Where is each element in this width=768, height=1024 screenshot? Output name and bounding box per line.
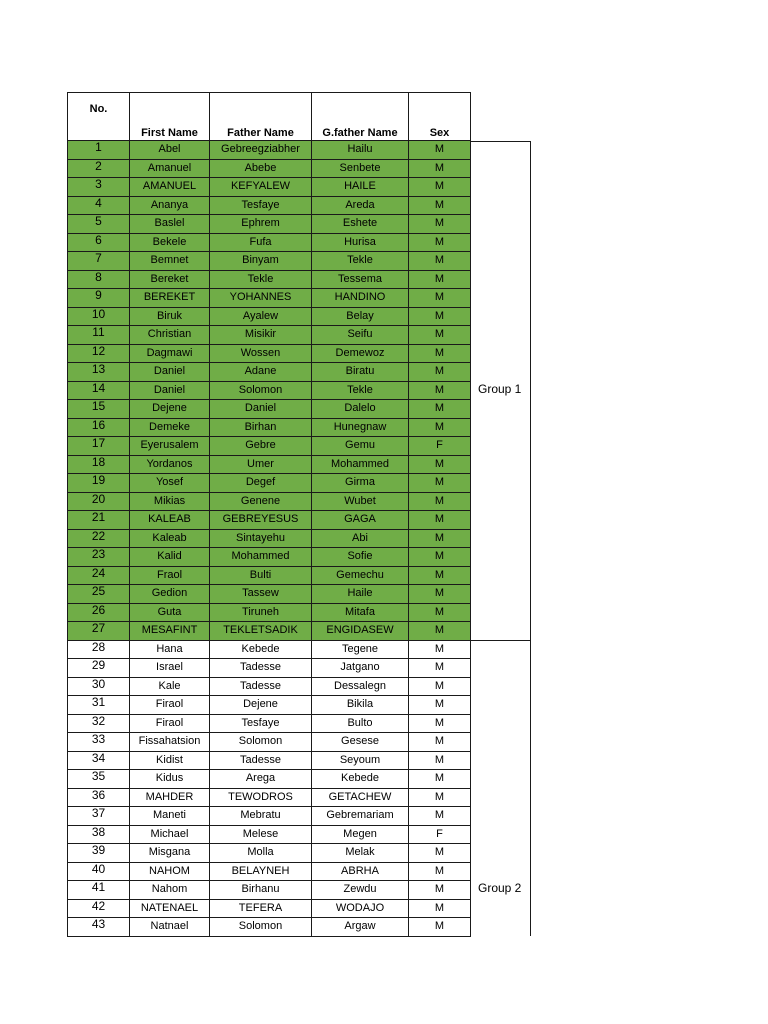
first-name-cell: Kidist [130,751,210,770]
first-name-cell: NAHOM [130,862,210,881]
row-number: 25 [68,585,130,604]
sex-cell: M [409,714,471,733]
table-row [68,492,471,511]
sex-cell: M [409,733,471,752]
father-name-cell: Gebreegziabher [210,141,312,160]
table-row [68,363,471,382]
father-name-cell: Umer [210,455,312,474]
row-number: 33 [68,733,130,752]
gfather-name-cell: Demewoz [312,344,409,363]
row-number: 11 [68,326,130,345]
father-name-cell: Ayalew [210,307,312,326]
student-roster-table [67,92,471,937]
table-row [68,529,471,548]
sex-cell: M [409,215,471,234]
gfather-name-cell: HANDINO [312,289,409,308]
sex-cell: M [409,270,471,289]
gfather-name-cell: Melak [312,844,409,863]
first-name-cell: Daniel [130,381,210,400]
row-number: 10 [68,307,130,326]
father-name-cell: Tiruneh [210,603,312,622]
table-row [68,640,471,659]
gfather-name-cell: Senbete [312,159,409,178]
table-row [68,289,471,308]
first-name-cell: Baslel [130,215,210,234]
sex-cell: M [409,677,471,696]
gfather-name-cell: Hailu [312,141,409,160]
table-row [68,918,471,937]
table-row [68,788,471,807]
sex-cell: M [409,770,471,789]
table-row [68,141,471,160]
father-name-cell: Genene [210,492,312,511]
gfather-name-cell: ENGIDASEW [312,622,409,641]
first-name-cell: Bereket [130,270,210,289]
sex-cell: M [409,585,471,604]
first-name-cell: Kaleab [130,529,210,548]
father-name-cell: Arega [210,770,312,789]
row-number: 24 [68,566,130,585]
sex-cell: M [409,400,471,419]
father-name-cell: Misikir [210,326,312,345]
first-name-cell: Misgana [130,844,210,863]
father-name-cell: BELAYNEH [210,862,312,881]
table-row [68,881,471,900]
row-number: 13 [68,363,130,382]
sex-cell: M [409,141,471,160]
first-name-cell: Fissahatsion [130,733,210,752]
first-name-cell: KALEAB [130,511,210,530]
gfather-name-cell: Seyoum [312,751,409,770]
father-name-cell: Bulti [210,566,312,585]
table-row [68,696,471,715]
gfather-name-cell: Girma [312,474,409,493]
row-number: 34 [68,751,130,770]
first-name-cell: Firaol [130,714,210,733]
first-name-cell: Mikias [130,492,210,511]
first-name-cell: NATENAEL [130,899,210,918]
father-name-cell: TEFERA [210,899,312,918]
father-name-cell: Abebe [210,159,312,178]
table-row [68,603,471,622]
sex-cell: M [409,344,471,363]
sex-cell: M [409,751,471,770]
sex-cell: M [409,455,471,474]
table-row [68,714,471,733]
table-row [68,566,471,585]
sex-cell: M [409,307,471,326]
first-name-cell: Yosef [130,474,210,493]
table-row [68,844,471,863]
row-number: 6 [68,233,130,252]
table-row [68,437,471,456]
father-name-cell: Tadesse [210,677,312,696]
sex-cell: M [409,196,471,215]
header-row [68,93,471,141]
table-row [68,400,471,419]
table-row [68,733,471,752]
sex-cell: M [409,529,471,548]
table-row [68,196,471,215]
row-number: 31 [68,696,130,715]
father-name-cell: Solomon [210,918,312,937]
row-number: 41 [68,881,130,900]
first-name-cell: Nahom [130,881,210,900]
father-name-cell: Fufa [210,233,312,252]
father-name-cell: TEWODROS [210,788,312,807]
gfather-name-cell: Megen [312,825,409,844]
father-name-cell: Binyam [210,252,312,271]
father-name-cell: Dejene [210,696,312,715]
first-name-cell: Kalid [130,548,210,567]
father-name-cell: Solomon [210,733,312,752]
gfather-name-cell: Mitafa [312,603,409,622]
gfather-name-cell: Dessalegn [312,677,409,696]
group-label: Group 1 [478,382,522,397]
father-name-cell: Daniel [210,400,312,419]
row-number: 15 [68,400,130,419]
sex-cell: M [409,492,471,511]
father-name-cell: Sintayehu [210,529,312,548]
row-number: 43 [68,918,130,937]
father-name-cell: GEBREYESUS [210,511,312,530]
father-name-cell: Wossen [210,344,312,363]
gfather-name-cell: Tekle [312,381,409,400]
sex-cell: M [409,899,471,918]
row-number: 1 [68,141,130,160]
table-row [68,585,471,604]
row-number: 2 [68,159,130,178]
father-name-cell: Kebede [210,640,312,659]
first-name-cell: Yordanos [130,455,210,474]
sex-cell: M [409,622,471,641]
sex-cell: M [409,159,471,178]
father-name-cell: Tadesse [210,659,312,678]
table-row [68,159,471,178]
table-row [68,622,471,641]
table-row [68,381,471,400]
first-name-cell: MAHDER [130,788,210,807]
header-gfather-name: G.father Name [312,93,409,141]
table-row [68,770,471,789]
row-number: 42 [68,899,130,918]
gfather-name-cell: Abi [312,529,409,548]
row-number: 8 [68,270,130,289]
first-name-cell: Maneti [130,807,210,826]
table-row [68,659,471,678]
first-name-cell: Biruk [130,307,210,326]
table-row [68,751,471,770]
sex-cell: M [409,603,471,622]
sex-cell: M [409,511,471,530]
sex-cell: M [409,381,471,400]
gfather-name-cell: GETACHEW [312,788,409,807]
first-name-cell: AMANUEL [130,178,210,197]
row-number: 35 [68,770,130,789]
first-name-cell: Bemnet [130,252,210,271]
sex-cell: M [409,788,471,807]
row-number: 20 [68,492,130,511]
sex-cell: M [409,418,471,437]
row-number: 32 [68,714,130,733]
gfather-name-cell: Eshete [312,215,409,234]
gfather-name-cell: Areda [312,196,409,215]
father-name-cell: Birhan [210,418,312,437]
sex-cell: M [409,844,471,863]
row-number: 26 [68,603,130,622]
table-row [68,215,471,234]
table-row [68,326,471,345]
gfather-name-cell: Biratu [312,363,409,382]
father-name-cell: Solomon [210,381,312,400]
gfather-name-cell: Bikila [312,696,409,715]
first-name-cell: Guta [130,603,210,622]
father-name-cell: KEFYALEW [210,178,312,197]
gfather-name-cell: Hunegnaw [312,418,409,437]
row-number: 14 [68,381,130,400]
table-row [68,511,471,530]
gfather-name-cell: GAGA [312,511,409,530]
sex-cell: M [409,862,471,881]
row-number: 18 [68,455,130,474]
table-row [68,548,471,567]
first-name-cell: Bekele [130,233,210,252]
father-name-cell: Gebre [210,437,312,456]
first-name-cell: Michael [130,825,210,844]
row-number: 21 [68,511,130,530]
row-number: 37 [68,807,130,826]
sex-cell: M [409,659,471,678]
row-number: 29 [68,659,130,678]
table-row [68,455,471,474]
father-name-cell: Degef [210,474,312,493]
first-name-cell: Dagmawi [130,344,210,363]
sex-cell: M [409,640,471,659]
row-number: 7 [68,252,130,271]
father-name-cell: Tesfaye [210,714,312,733]
first-name-cell: Israel [130,659,210,678]
father-name-cell: Tassew [210,585,312,604]
father-name-cell: Melese [210,825,312,844]
row-number: 4 [68,196,130,215]
sex-cell: M [409,289,471,308]
first-name-cell: Natnael [130,918,210,937]
father-name-cell: Ephrem [210,215,312,234]
sex-cell: F [409,825,471,844]
roster-body [68,141,471,937]
row-number: 30 [68,677,130,696]
row-number: 12 [68,344,130,363]
sex-cell: M [409,252,471,271]
gfather-name-cell: Belay [312,307,409,326]
sex-cell: M [409,178,471,197]
gfather-name-cell: Dalelo [312,400,409,419]
sex-cell: M [409,918,471,937]
gfather-name-cell: Jatgano [312,659,409,678]
sex-cell: M [409,363,471,382]
first-name-cell: Daniel [130,363,210,382]
gfather-name-cell: Tessema [312,270,409,289]
first-name-cell: Firaol [130,696,210,715]
row-number: 23 [68,548,130,567]
row-number: 16 [68,418,130,437]
row-number: 19 [68,474,130,493]
first-name-cell: Amanuel [130,159,210,178]
sex-cell: M [409,474,471,493]
table-row [68,178,471,197]
header-first-name: First Name [130,93,210,141]
first-name-cell: Fraol [130,566,210,585]
sex-cell: F [409,437,471,456]
table-row [68,677,471,696]
table-row [68,474,471,493]
gfather-name-cell: Wubet [312,492,409,511]
gfather-name-cell: HAILE [312,178,409,197]
father-name-cell: Molla [210,844,312,863]
first-name-cell: Eyerusalem [130,437,210,456]
sex-cell: M [409,696,471,715]
gfather-name-cell: Mohammed [312,455,409,474]
table-row [68,270,471,289]
row-number: 39 [68,844,130,863]
gfather-name-cell: Argaw [312,918,409,937]
gfather-name-cell: Gemu [312,437,409,456]
row-number: 28 [68,640,130,659]
table-row [68,807,471,826]
first-name-cell: Ananya [130,196,210,215]
row-number: 9 [68,289,130,308]
row-number: 22 [68,529,130,548]
row-number: 17 [68,437,130,456]
gfather-name-cell: Zewdu [312,881,409,900]
gfather-name-cell: Kebede [312,770,409,789]
group-label: Group 2 [478,880,522,895]
header-sex: Sex [409,93,471,141]
sex-cell: M [409,326,471,345]
gfather-name-cell: Gebremariam [312,807,409,826]
gfather-name-cell: ABRHA [312,862,409,881]
first-name-cell: Kale [130,677,210,696]
first-name-cell: MESAFINT [130,622,210,641]
first-name-cell: Kidus [130,770,210,789]
sex-cell: M [409,233,471,252]
table-row [68,418,471,437]
first-name-cell: Gedion [130,585,210,604]
father-name-cell: Mebratu [210,807,312,826]
row-number: 38 [68,825,130,844]
gfather-name-cell: Tekle [312,252,409,271]
gfather-name-cell: Hurisa [312,233,409,252]
row-number: 5 [68,215,130,234]
gfather-name-cell: Bulto [312,714,409,733]
table-row [68,899,471,918]
row-number: 40 [68,862,130,881]
table-row [68,344,471,363]
table-row [68,307,471,326]
table-row [68,862,471,881]
header-no: No. [68,93,130,141]
first-name-cell: Demeke [130,418,210,437]
table-row [68,252,471,271]
spreadsheet [67,92,471,937]
first-name-cell: Abel [130,141,210,160]
row-number: 27 [68,622,130,641]
sex-cell: M [409,881,471,900]
first-name-cell: Hana [130,640,210,659]
table-row [68,233,471,252]
first-name-cell: Christian [130,326,210,345]
father-name-cell: Tesfaye [210,196,312,215]
father-name-cell: Mohammed [210,548,312,567]
gfather-name-cell: Seifu [312,326,409,345]
sex-cell: M [409,566,471,585]
row-number: 3 [68,178,130,197]
gfather-name-cell: WODAJO [312,899,409,918]
sex-cell: M [409,548,471,567]
father-name-cell: Adane [210,363,312,382]
father-name-cell: Tadesse [210,751,312,770]
header-father-name: Father Name [210,93,312,141]
gfather-name-cell: Gesese [312,733,409,752]
row-number: 36 [68,788,130,807]
gfather-name-cell: Haile [312,585,409,604]
father-name-cell: TEKLETSADIK [210,622,312,641]
father-name-cell: Tekle [210,270,312,289]
gfather-name-cell: Gemechu [312,566,409,585]
first-name-cell: BEREKET [130,289,210,308]
gfather-name-cell: Tegene [312,640,409,659]
first-name-cell: Dejene [130,400,210,419]
father-name-cell: Birhanu [210,881,312,900]
table-row [68,825,471,844]
gfather-name-cell: Sofie [312,548,409,567]
father-name-cell: YOHANNES [210,289,312,308]
sex-cell: M [409,807,471,826]
